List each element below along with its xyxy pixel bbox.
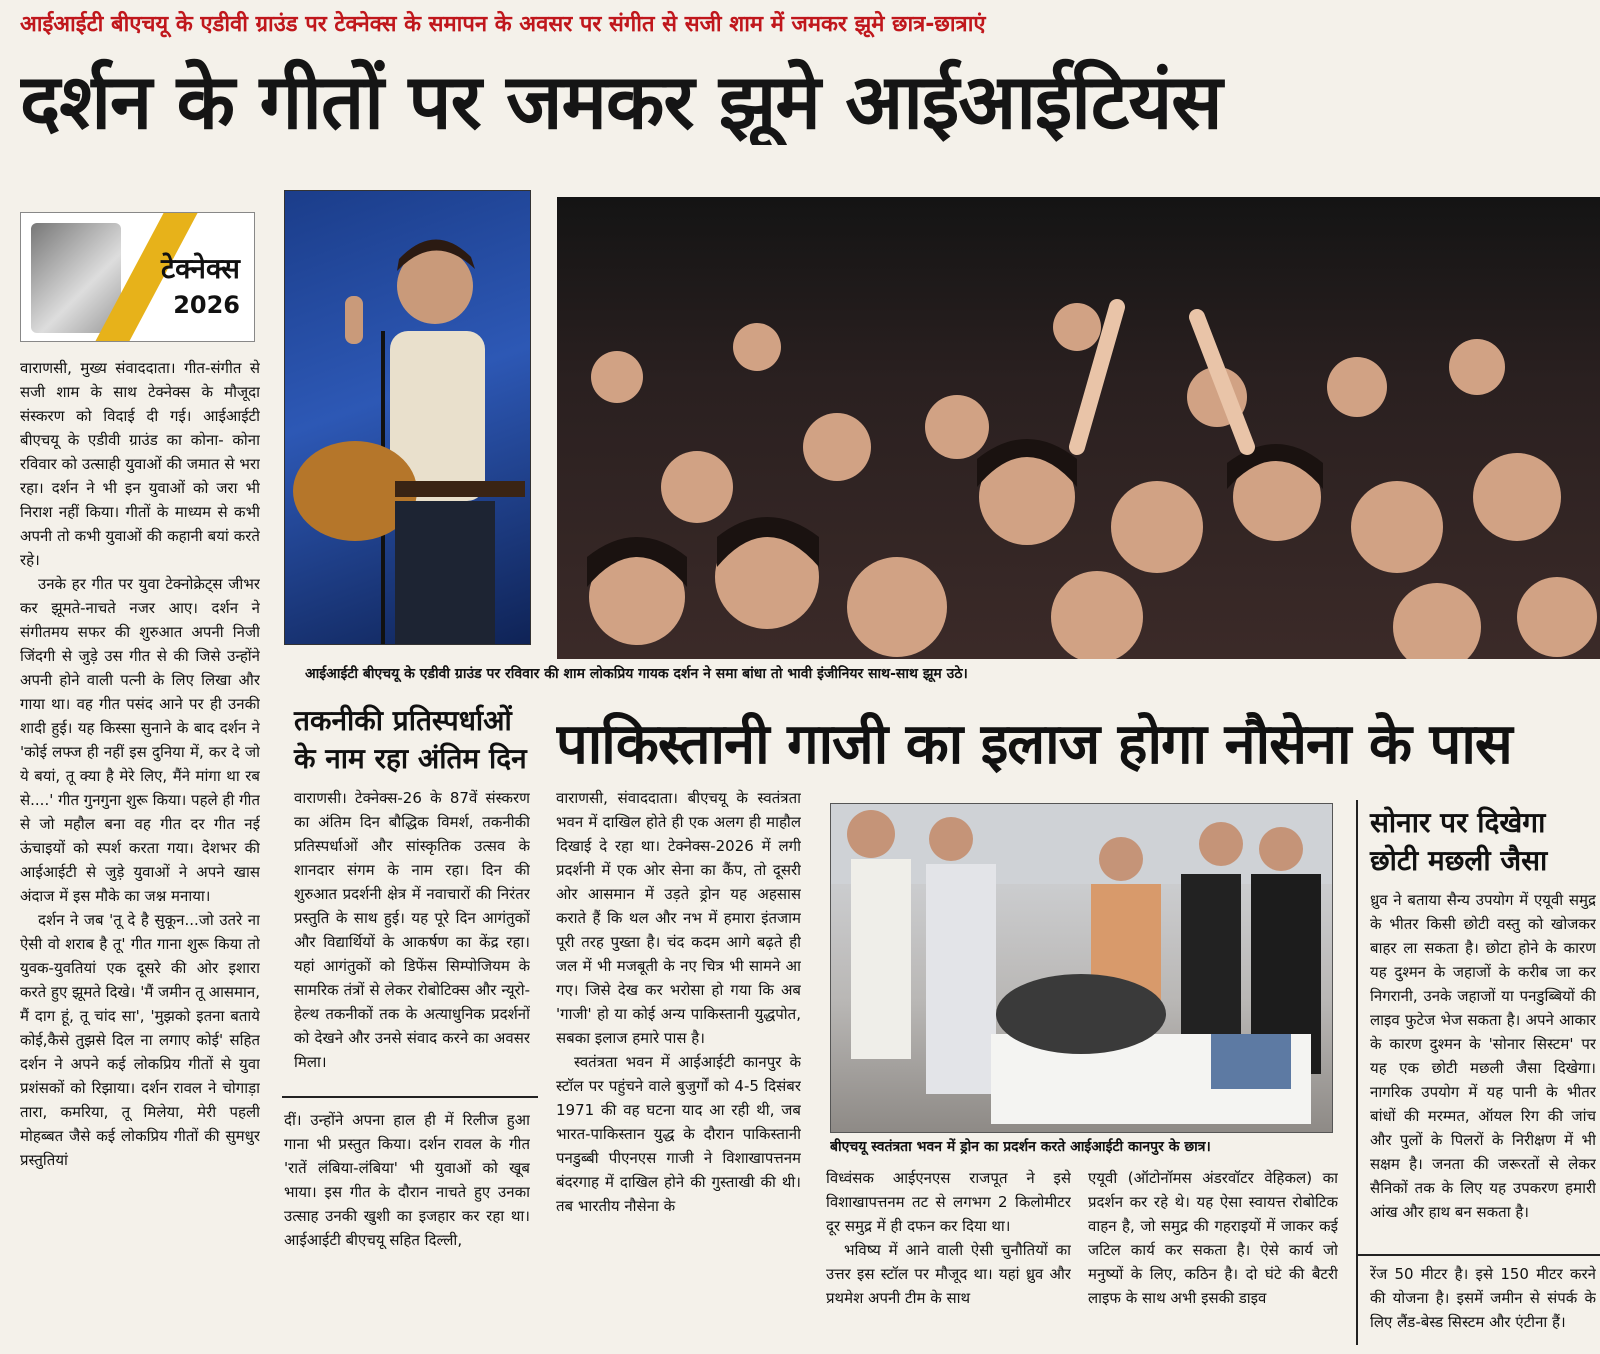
pak-story-column-1: [556, 786, 801, 1331]
pak-story-paragraph: वाराणसी, संवाददाता। बीएचयू के स्वतंत्रता भवन में दाखिल होते ही एक अलग ही माहौल दिखाई दे रहा था। टेक्नेक्स-2026 में लगी प्रदर्शनी में एक ओर सेना का कैंप, तो दूसरी ओर आसमान में उड़ते ड्रोन यह अहसास कराते हैं कि थल और नभ में हमारा इंतजाम पूरी तरह पुख्ता है। चंद कदम आगे बढ़ते ही जल में भी मजबूती के नए चित्र भी सामने आ गए। जिसे देख कर भरोसा हो गया कि अब 'गाजी' हो या कोई अन्य पाकिस्तानी युद्धपोत, सबका इलाज हमारे पास है।: [556, 789, 801, 1047]
kicker-line: आईआईटी बीएचयू के एडीवी ग्राउंड पर टेक्नेक्स के समापन के अवसर पर संगीत से सजी शाम में जमकर झूमे छात्र-छात्राएं: [20, 12, 986, 37]
main-story-column: [20, 356, 260, 1316]
main-story-paragraph: दीं। उन्होंने अपना हाल ही में रिलीज हुआ गाना भी प्रस्तुत किया। दर्शन रावल के गीत 'रातें लंबिया-लंबिया' भी युवाओं को खूब भाया। इस गीत के दौरान नाचते हुए उनका उत्साह उनकी खुशी का इजहार कर रहा था। आईआईटी बीएचयू सहित दिल्ली,: [284, 1111, 530, 1249]
pak-story-headline: पाकिस्तानी गाजी का इलाज होगा नौसेना के पास: [556, 712, 1512, 777]
crowd-photo-caption: आईआईटी बीएचयू के एडीवी ग्राउंड पर रविवार की शाम लोकप्रिय गायक दर्शन ने समा बांधा तो भावी इंजीनियर साथ-साथ झूम उठे।: [305, 666, 968, 682]
sonar-paragraph: ध्रुव ने बताया सैन्य उपयोग में एयूवी समुद्र के भीतर किसी छोटी वस्तु को खोजकर बाहर ला सकता है। छोटा होने के कारण यह दुश्मन के जहाजों के करीब जा कर निगरानी, उनके जहाजों या पनडुब्बियों की लाइव फुटेज भेज सकता है। अपने आकार के कारण दुश्मन के 'सोनार सिस्टम' पर यह एक छोटी मछली जैसा दिखेगा। नागरिक उपयोग में यह पानी के भीतर बांधों की मरम्मत, ऑयल रिग की जांच और पुलों के पिलरों के निरीक्षण में भी सक्षम है। जनता की जरूरतों से लेकर सैनिकों तक के लिए यह उपकरण हमारी आंख और हाथ बन सकता है।: [1370, 891, 1596, 1221]
main-headline: दर्शन के गीतों पर जमकर झूमे आईआईटियंस: [20, 58, 1222, 146]
sonar-continuation: [1370, 1262, 1596, 1342]
tech-story-body: [294, 786, 530, 1086]
pak-story-paragraph: भविष्य में आने वाली ऐसी चुनौतियों का उत्तर इस स्टॉल पर मौजूद था। यहां ध्रुव और प्रथमेश अपनी टीम के साथ: [826, 1241, 1071, 1307]
pak-story-paragraph: रेंज 50 मीटर है। इसे 150 मीटर करने की योजना है। इसमें जमीन से संपर्क के लिए लैंड-बेस्ड सिस्टम और एंटीना हैं।: [1370, 1265, 1596, 1331]
technex-logo: [20, 212, 255, 342]
singer-illustration: [285, 191, 531, 645]
tech-story-paragraph: वाराणसी। टेक्नेक्स-26 के 87वें संस्करण का अंतिम दिन बौद्धिक विमर्श, तकनीकी प्रतिस्पर्धाओं और सांस्कृतिक उत्सव के शानदार संगम के नाम रहा। दिन की शुरुआत प्रदर्शनी क्षेत्र में नवाचारों की निरंतर प्रस्तुति के साथ हुई। यह पूरे दिन आगंतुकों और विद्यार्थियों के आकर्षण का केंद्र रहा। यहां आगंतुकों को डिफेंस सिम्पोजियम के सामरिक तंत्रों से लेकर रोबोटिक्स और न्यूरो-हेल्थ तकनीकों तक के अत्याधुनिक प्रदर्शनों को देखने और उनसे संवाद करने का अवसर मिला।: [294, 789, 530, 1071]
sonar-box: [1356, 800, 1600, 1345]
drone-illustration: [831, 804, 1333, 1133]
drone-photo-caption: बीएचयू स्वतंत्रता भवन में ड्रोन का प्रदर्शन करते आईआईटी कानपुर के छात्र।: [830, 1139, 1211, 1155]
column-divider: [282, 1096, 538, 1098]
pak-story-column-2: [826, 1166, 1071, 1331]
tech-story-headline: तकनीकी प्रतिस्पर्धाओं के नाम रहा अंतिम दिन: [294, 704, 527, 775]
crowd-illustration: [557, 197, 1600, 659]
pak-story-paragraph: स्वतंत्रता भवन में आईआईटी कानपुर के स्टॉल पर पहुंचने वाले बुजुर्गों को 4-5 दिसंबर 1971 की वह घटना याद आ रही थी, जब भारत-पाकिस्तान युद्ध के दौरान पाकिस्तानी पनडुब्बी पीएनएस गाजी ने विशाखापत्तनम बंदरगाह में दाखिल होने की गुस्ताखी की थी। तब भारतीय नौसेना के: [556, 1053, 801, 1215]
logo-text-technex: टेक्नेक्स: [160, 252, 240, 285]
main-story-continuation: [284, 1108, 530, 1330]
main-story-paragraph: उनके हर गीत पर युवा टेक्नोक्रेट्स जीभर कर झूमते-नाचते नजर आए। दर्शन ने संगीतमय सफर की शुरुआत अपनी निजी जिंदगी से जुड़े उस गीत से की जिसे उन्होंने अपनी होने वाली पत्नी के लिए लिखा और गाया था। वह गीत पसंद आने पर ही उनकी शादी हुई। यह किस्सा सुनाने के बाद दर्शन ने 'कोई लफ्ज ही नहीं इस दुनिया में, कर दे जो ये बयां, तू क्या है मेरे लिए, मैंने मांगा था रब से....' गीत गुनगुना शुरू किया। पहले ही गीत से जो महौल बना वह गीत दर गीत नई ऊंचाइयों को स्पर्श करता गया। देशभर की आईआईटी से जुड़े युवाओं ने अपने खास अंदाज में इस मौके का जश्न मनाया।: [20, 575, 260, 905]
logo-text-year: 2026: [173, 291, 240, 319]
sonar-headline: सोनार पर दिखेगा छोटी मछली जैसा: [1370, 806, 1548, 877]
pak-story-column-3: [1088, 1166, 1338, 1331]
main-story-paragraph: वाराणसी, मुख्य संवाददाता। गीत-संगीत से सजी शाम के साथ टेक्नेक्स के मौजूदा संस्करण को विदाई दी गई। आईआईटी बीएचयू के एडीवी ग्राउंड का कोना- कोना रविवार को उत्साही युवाओं की जमात से भरा रहा। दर्शन ने भी इन युवाओं को जरा भी निराश नहीं किया। गीतों के माध्यम से कभी अपनी तो कभी युवाओं की कहानी बयां करते रहे।: [20, 359, 260, 569]
drone-exhibition-photo: [830, 803, 1333, 1133]
singer-photo: [284, 190, 531, 645]
pak-story-paragraph: एयूवी (ऑटोनॉमस अंडरवॉटर वेहिकल) का प्रदर्शन कर रहे थे। यह ऐसा स्वायत्त रोबोटिक वाहन है, जो समुद्र की गहराइयों में जाकर कई जटिल कार्य कर सकता है। ऐसे कार्य जो मनुष्यों के लिए, कठिन है। दो घंटे की बैटरी लाइफ के साथ अभी इसकी डाइव: [1088, 1169, 1338, 1307]
crowd-photo: [557, 197, 1600, 659]
main-story-paragraph: दर्शन ने जब 'तू दे है सुकून...जो उतरे ना ऐसी वो शराब है तू' गीत गाना शुरू किया तो युवक-युवतियां एक दूसरे की ओर इशारा करते हुए झूमते दिखे। 'मैं जमीन तू आसमान, मैं दाग हूं, तू चांद सा', 'मुझको इतना बताये कोई,कैसे तुझसे दिल ना लगाए कोई' सहित दर्शन ने अपने कई लोकप्रिय गीतों से युवा प्रशंसकों को रिझाया। दर्शन रावल ने चोगाड़ा तारा, कमरिया, तू मिलेया, मेरी पहली मोहब्बत जैसे कई लोकप्रिय गीतों की सुमधुर प्रस्तुतियां: [20, 911, 260, 1169]
column-divider: [1358, 1254, 1600, 1256]
pak-story-paragraph: विध्वंसक आईएनएस राजपूत ने इसे विशाखापत्तनम तट से लगभग 2 किलोमीटर दूर समुद्र में ही दफन कर दिया था।: [826, 1169, 1071, 1235]
sonar-body: [1370, 888, 1596, 1248]
